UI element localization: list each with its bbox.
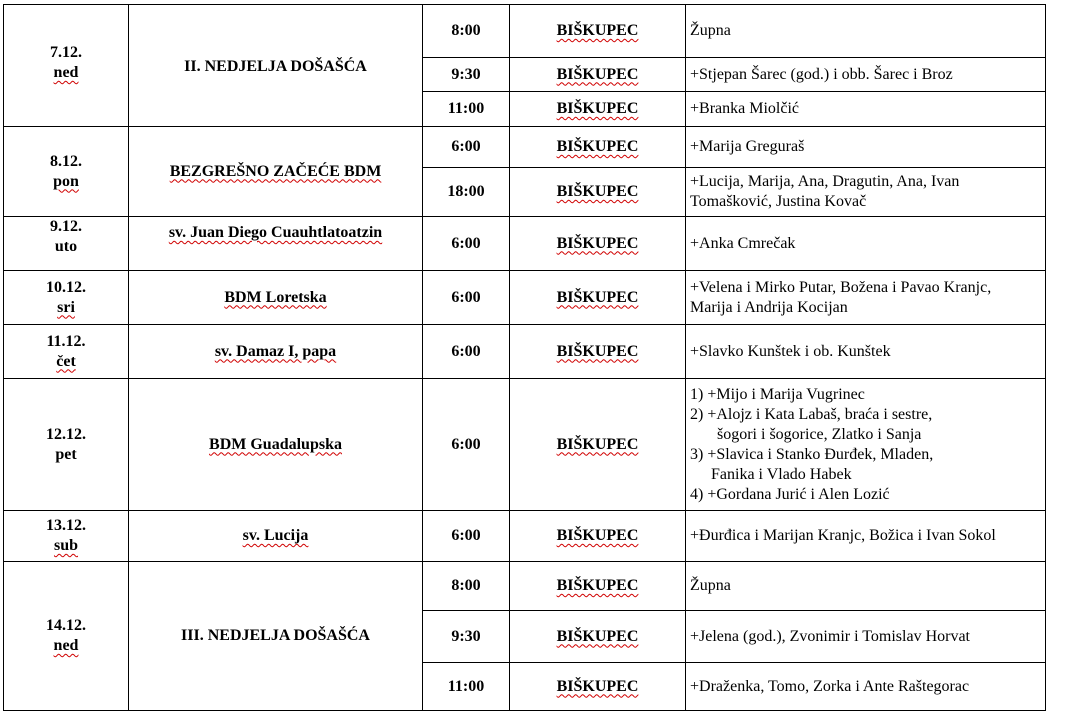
intention-line: +Đurđica i Marijan Kranjc, Božica i Ivan Sokol (690, 527, 996, 544)
date-cell (4, 511, 129, 562)
weekday-label: pon (53, 172, 79, 190)
church-name: BIŠKUPEC (556, 527, 639, 544)
intention-cell (686, 127, 1046, 168)
date-cell (4, 271, 129, 325)
mass-time-cell (423, 511, 510, 562)
date-text: 13.12. (46, 517, 86, 534)
church-cell (510, 5, 686, 58)
church-cell (510, 168, 686, 217)
weekday-label: uto (54, 238, 78, 255)
church-cell (510, 325, 686, 379)
date-cell (4, 5, 129, 127)
date-text: 7.12. (50, 44, 82, 61)
feast-name: sv. Lucija (242, 527, 309, 544)
weekday-label: ned (53, 637, 79, 654)
mass-time: 6:00 (451, 342, 481, 360)
intention-line: +Draženka, Tomo, Zorka i Ante Raštegorac (690, 677, 970, 695)
feast-cell (129, 325, 423, 379)
mass-time: 6:00 (451, 435, 481, 453)
feast-cell (129, 379, 423, 511)
intention-cell (686, 5, 1046, 58)
feast-name: BEZGREŠNO ZAČEĆE BDM (169, 162, 382, 180)
mass-time: 18:00 (447, 183, 485, 200)
date-text: 9.12. (50, 218, 82, 235)
intention-cell (686, 611, 1046, 663)
schedule-row (4, 127, 1046, 168)
mass-time-cell (423, 663, 510, 711)
church-name: BIŠKUPEC (556, 65, 639, 83)
church-name: BIŠKUPEC (556, 342, 639, 360)
weekday-text (8, 445, 124, 465)
church-cell (510, 58, 686, 92)
intention-line: +Velena i Mirko Putar, Božena i Pavao Kranjc, (690, 278, 992, 296)
feast-name: III. NEDJELJA DOŠAŠĆA (181, 627, 370, 644)
date-text: 10.12. (46, 278, 86, 296)
intention-line: šogori i šogorice, Zlatko i Sanja (717, 425, 922, 443)
feast-cell (129, 127, 423, 217)
schedule-row (4, 217, 1046, 271)
feast-name: BDM Guadalupska (209, 435, 342, 453)
church-cell (510, 127, 686, 168)
date-text: 11.12. (46, 332, 86, 350)
intention-line: 2) +Alojz i Kata Labaš, braća i sestre, (690, 405, 933, 423)
church-name: BIŠKUPEC (556, 677, 639, 695)
church-cell (510, 271, 686, 325)
mass-time: 11:00 (447, 677, 485, 695)
feast-name: sv. Damaz I, papa (214, 342, 337, 360)
church-cell (510, 217, 686, 271)
church-name: BIŠKUPEC (556, 183, 639, 200)
mass-time-cell (423, 58, 510, 92)
mass-time: 8:00 (451, 22, 481, 39)
mass-time: 6:00 (451, 527, 481, 544)
feast-cell (129, 511, 423, 562)
church-cell (510, 379, 686, 511)
intention-cell (686, 511, 1046, 562)
intention-line: Marija i Andrija Kocijan (690, 298, 848, 316)
mass-time-cell (423, 217, 510, 271)
weekday-text (8, 636, 124, 656)
intention-cell (686, 562, 1046, 611)
feast-cell (129, 271, 423, 325)
church-name: BIŠKUPEC (556, 138, 639, 155)
mass-time-cell (423, 127, 510, 168)
intention-line: 4) +Gordana Jurić i Alen Lozić (690, 485, 890, 503)
intention-cell (686, 379, 1046, 511)
intention-line: +Jelena (god.), Zvonimir i Tomislav Horvat (690, 627, 970, 645)
weekday-text (8, 237, 124, 257)
schedule-row (4, 325, 1046, 379)
mass-time-cell (423, 379, 510, 511)
mass-time-cell (423, 271, 510, 325)
mass-time-cell (423, 168, 510, 217)
mass-time: 6:00 (451, 288, 481, 306)
weekday-label: sub (53, 537, 79, 554)
schedule-body (4, 5, 1046, 711)
church-cell (510, 92, 686, 127)
weekday-label: ned (53, 64, 79, 81)
weekday-text (8, 298, 124, 318)
intention-line: +Slavko Kunštek i ob. Kunštek (690, 342, 891, 360)
intention-line: 1) +Mijo i Marija Vugrinec (690, 385, 865, 403)
weekday-text (8, 172, 124, 192)
intention-line: +Branka Miolčić (690, 100, 799, 117)
feast-name: BDM Loretska (224, 288, 327, 306)
weekday-text (8, 536, 124, 556)
date-cell (4, 217, 129, 271)
intention-cell (686, 168, 1046, 217)
mass-time: 6:00 (451, 138, 481, 155)
church-name: BIŠKUPEC (556, 627, 639, 645)
mass-time: 9:30 (451, 627, 481, 645)
intention-cell (686, 217, 1046, 271)
weekday-label: čet (56, 352, 76, 370)
intention-line: 3) +Slavica i Stanko Đurđek, Mladen, (690, 445, 934, 463)
church-name: BIŠKUPEC (556, 234, 639, 252)
intention-line: +Marija Greguraš (690, 138, 805, 155)
date-text: 14.12. (46, 617, 86, 634)
mass-time: 8:00 (451, 577, 481, 594)
schedule-row (4, 379, 1046, 511)
mass-schedule-table (3, 4, 1046, 711)
church-name: BIŠKUPEC (556, 22, 639, 39)
intention-line: Župna (690, 22, 731, 39)
date-cell (4, 325, 129, 379)
mass-time-cell (423, 562, 510, 611)
feast-cell (129, 562, 423, 711)
mass-time: 9:30 (451, 65, 481, 83)
weekday-label: pet (55, 445, 77, 463)
intention-line: Tomašković, Justina Kovač (690, 193, 867, 210)
date-cell (4, 127, 129, 217)
schedule-row (4, 511, 1046, 562)
date-text: 8.12. (50, 152, 82, 170)
mass-time-cell (423, 325, 510, 379)
weekday-text (8, 63, 124, 83)
church-cell (510, 663, 686, 711)
feast-cell (129, 217, 423, 271)
church-cell (510, 511, 686, 562)
feast-name: sv. Juan Diego Cuauhtlatoatzin (168, 224, 383, 241)
intention-cell (686, 325, 1046, 379)
feast-name: II. NEDJELJA DOŠAŠĆA (184, 58, 367, 75)
mass-time-cell (423, 92, 510, 127)
church-cell (510, 562, 686, 611)
church-name: BIŠKUPEC (556, 577, 639, 594)
intention-line: Fanika i Vlado Habek (711, 465, 852, 483)
church-cell (510, 611, 686, 663)
date-text: 12.12. (46, 425, 86, 443)
mass-time: 6:00 (451, 234, 481, 252)
schedule-row (4, 5, 1046, 58)
intention-cell (686, 663, 1046, 711)
date-cell (4, 562, 129, 711)
date-cell (4, 379, 129, 511)
mass-time: 11:00 (447, 100, 485, 117)
schedule-row (4, 271, 1046, 325)
intention-line: Župna (690, 577, 731, 594)
schedule-row (4, 562, 1046, 611)
intention-line: +Stjepan Šarec (god.) i obb. Šarec i Broz (690, 65, 953, 83)
church-name: BIŠKUPEC (556, 288, 639, 306)
intention-cell (686, 92, 1046, 127)
intention-cell (686, 271, 1046, 325)
church-name: BIŠKUPEC (556, 435, 639, 453)
feast-cell (129, 5, 423, 127)
weekday-label: sri (57, 298, 75, 316)
mass-time-cell (423, 5, 510, 58)
mass-time-cell (423, 611, 510, 663)
intention-line: +Lucija, Marija, Ana, Dragutin, Ana, Ivan (690, 173, 960, 190)
church-name: BIŠKUPEC (556, 100, 639, 117)
intention-cell (686, 58, 1046, 92)
weekday-text (8, 352, 124, 372)
intention-line: +Anka Cmrečak (690, 234, 796, 252)
